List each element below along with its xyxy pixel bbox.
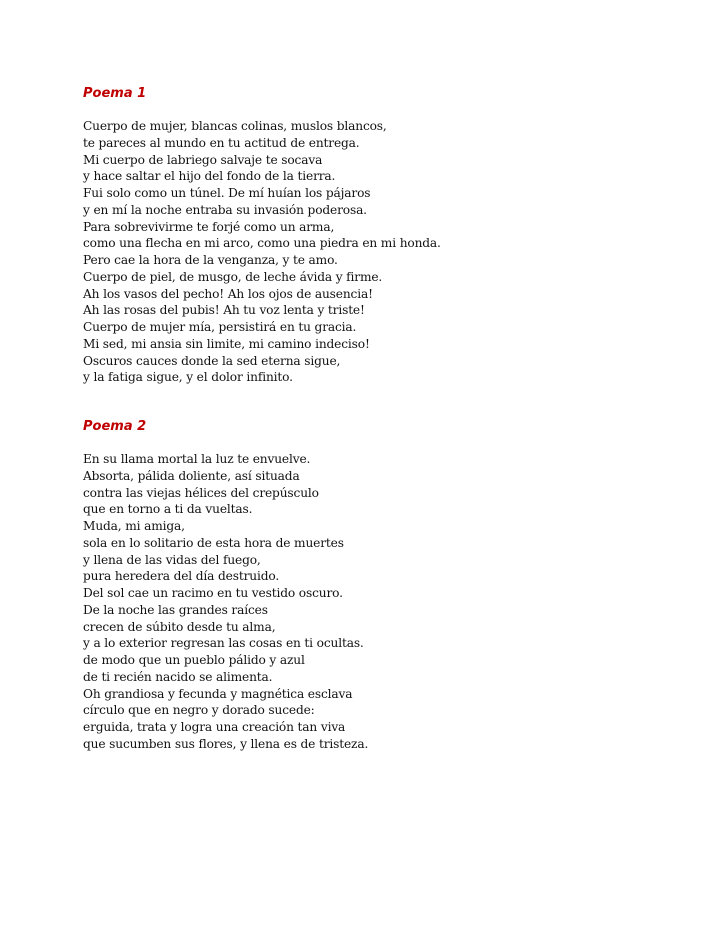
- poem-line: En su llama mortal la luz te envuelve.: [83, 452, 311, 466]
- poem-line: círculo que en negro y dorado sucede:: [83, 703, 315, 718]
- poem-line: Cuerpo de mujer mía, persistirá en tu gracia.: [83, 320, 357, 334]
- poem-line: Ah los vasos del pecho! Ah los ojos de ausencia!: [83, 286, 373, 301]
- poem-line: y la fatiga sigue, y el dolor infinito.: [83, 370, 293, 385]
- poem-line: Muda, mi amiga,: [83, 519, 185, 533]
- poem-line: sola en lo solitario de esta hora de muertes: [83, 535, 344, 550]
- poem-line: que sucumben sus flores, y llena es de tristeza.: [83, 736, 369, 751]
- poem-section: [83, 419, 368, 753]
- poem-line: Mi cuerpo de labriego salvaje te socava: [83, 152, 323, 167]
- poem-line: de modo que un pueblo pálido y azul: [83, 653, 305, 667]
- poem-body: [83, 451, 368, 753]
- poem-line: Oh grandiosa y fecunda y magnética esclava: [83, 686, 353, 701]
- poem-line: Oscuros cauces donde la sed eterna sigue,: [83, 353, 341, 368]
- poem-title: Poema 1: [83, 86, 147, 101]
- poem-line: Ah las rosas del pubis! Ah tu voz lenta y triste!: [83, 303, 365, 318]
- poem-line: Del sol cae un racimo en tu vestido oscuro.: [83, 586, 343, 600]
- poem-line: Fui solo como un túnel. De mí huían los pájaros: [83, 186, 371, 200]
- poem-line: y a lo exterior regresan las cosas en ti ocultas.: [83, 636, 364, 651]
- poem-line: Pero cae la hora de la venganza, y te amo.: [83, 253, 338, 267]
- poem-line: crecen de súbito desde tu alma,: [83, 619, 276, 634]
- poem-line: Para sobrevivirme te forjé como un arma,: [83, 219, 335, 234]
- poem-section: [83, 86, 441, 386]
- poem-title: Poema 2: [83, 419, 147, 434]
- poem-line: erguida, trata y logra una creación tan viva: [83, 720, 346, 734]
- poem-line: pura heredera del día destruido.: [83, 569, 280, 584]
- poem-line: Cuerpo de piel, de musgo, de leche ávida y firme.: [83, 269, 383, 284]
- poem-line: y llena de las vidas del fuego,: [83, 552, 261, 567]
- poem-line: te pareces al mundo en tu actitud de entrega.: [83, 135, 360, 150]
- poem-line: Mi sed, mi ansia sin limite, mi camino indeciso!: [83, 336, 370, 351]
- poem-line: y hace saltar el hijo del fondo de la tierra.: [83, 169, 336, 184]
- poem-line: y en mí la noche entraba su invasión poderosa.: [83, 202, 367, 217]
- poem-line: de ti recién nacido se alimenta.: [83, 669, 273, 684]
- poem-body: [83, 118, 441, 386]
- poem-line: De la noche las grandes raíces: [83, 602, 268, 617]
- poem-line: que en torno a ti da vueltas.: [83, 502, 253, 517]
- poem-line: como una flecha en mi arco, como una piedra en mi honda.: [83, 236, 441, 251]
- poem-line: Cuerpo de mujer, blancas colinas, muslos blancos,: [83, 119, 387, 133]
- poem-line: Absorta, pálida doliente, así situada: [83, 468, 300, 483]
- poem-line: contra las viejas hélices del crepúsculo: [83, 485, 319, 500]
